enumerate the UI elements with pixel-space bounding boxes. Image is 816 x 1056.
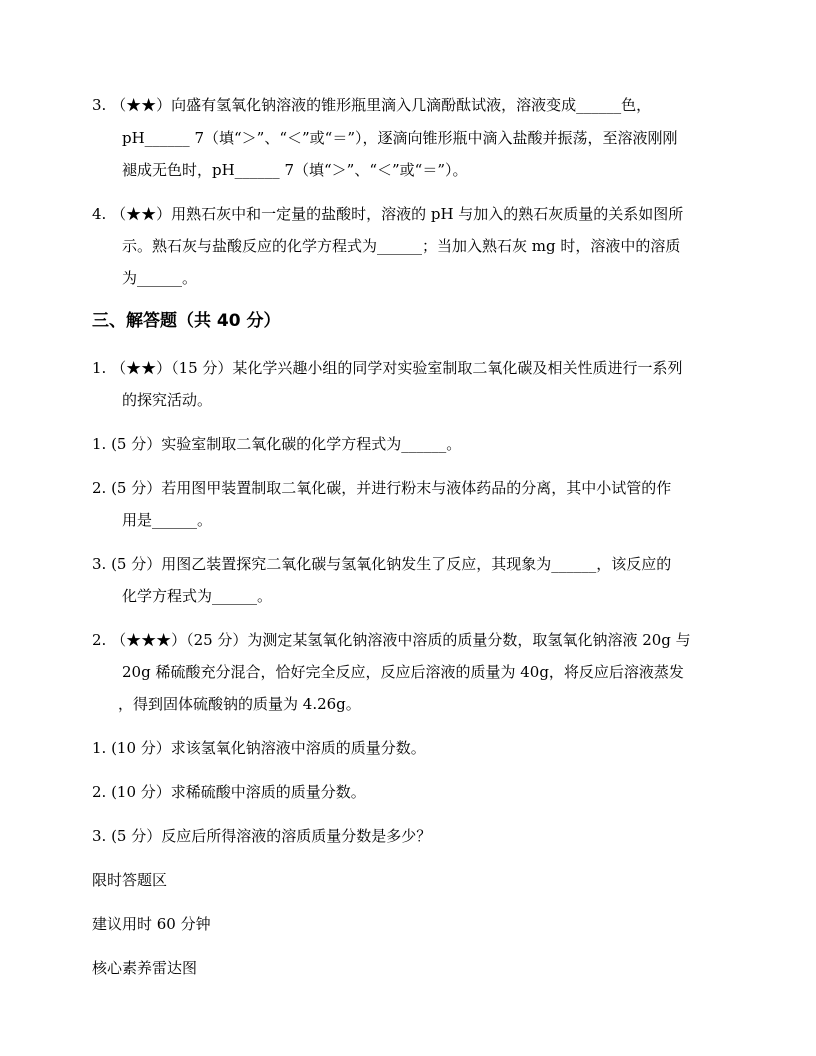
s3-q2-sub-1: 1. (10 分）求该氢氧化钠溶液中溶质的质量分数。 bbox=[92, 739, 426, 757]
q4-line-2: 示。熟石灰与盐酸反应的化学方程式为______；当加入熟石灰 mg 时，溶液中的溶质 bbox=[122, 237, 681, 255]
s3-q1-line-1: 1. （★★）（15 分）某化学兴趣小组的同学对实验室制取二氧化碳及相关性质进行一系列 bbox=[92, 359, 683, 377]
s3-q1-line-2: 的探究活动。 bbox=[122, 391, 213, 409]
s3-q2-sub-3: 3. (5 分）反应后所得溶液的溶质质量分数是多少？ bbox=[92, 827, 432, 845]
s3-q2-line-2: 20g 稀硫酸充分混合，恰好完全反应，反应后溶液的质量为 40g，将反应后溶液蒸发 bbox=[122, 663, 684, 681]
s3-q1-sub-3-line-1: 3. (5 分）用图乙装置探究二氧化碳与氢氧化钠发生了反应，其现象为______，该反应的 bbox=[92, 555, 672, 573]
q3-line-1: 3. （★★）向盛有氢氧化钠溶液的锥形瓶里滴入几滴酚酞试液，溶液变成______色， bbox=[92, 96, 652, 114]
s3-q1-sub-2-line-1: 2. (5 分）若用图甲装置制取二氧化碳，并进行粉末与液体药品的分离，其中小试管的作 bbox=[92, 479, 672, 497]
timed-answer-area-label: 限时答题区 bbox=[92, 871, 168, 889]
section-3-title: 三、解答题（共 40 分） bbox=[92, 311, 281, 331]
s3-q2-sub-2: 2. (10 分）求稀硫酸中溶质的质量分数。 bbox=[92, 783, 366, 801]
q4-line-3: 为______。 bbox=[122, 269, 198, 287]
q3-line-2: pH______ 7（填“＞”、“＜”或“＝”），逐滴向锥形瓶中滴入盐酸并振荡，至溶液刚刚 bbox=[122, 129, 678, 147]
radar-chart-label: 核心素养雷达图 bbox=[92, 959, 198, 977]
s3-q1-sub-2-line-2: 用是______。 bbox=[122, 511, 213, 529]
suggested-time-label: 建议用时 60 分钟 bbox=[92, 915, 211, 933]
s3-q2-line-1: 2. （★★★）（25 分）为测定某氢氧化钠溶液中溶质的质量分数，取氢氧化钠溶液 20g 与 bbox=[92, 631, 691, 649]
q4-line-1: 4. （★★）用熟石灰中和一定量的盐酸时，溶液的 pH 与加入的熟石灰质量的关系如图所 bbox=[92, 205, 684, 223]
s3-q1-sub-1: 1. (5 分）实验室制取二氧化碳的化学方程式为______。 bbox=[92, 435, 462, 453]
s3-q1-sub-3-line-2: 化学方程式为______。 bbox=[122, 587, 273, 605]
q3-line-3: 褪成无色时，pH______ 7（填“＞”、“＜”或“＝”）。 bbox=[122, 161, 468, 179]
s3-q2-line-3: ，得到固体硫酸钠的质量为 4.26g。 bbox=[118, 695, 361, 713]
